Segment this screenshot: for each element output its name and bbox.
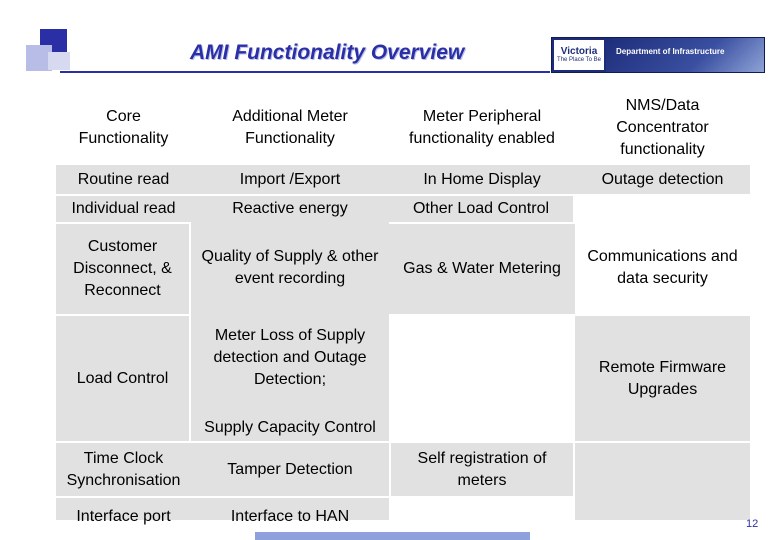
cell-other-load-control: Other Load Control — [389, 194, 575, 222]
header-nms-concentrator: NMS/Data Concentrator functionality — [575, 90, 750, 165]
cell-import-export: Import /Export — [239, 170, 341, 188]
cell-in-home-display: In Home Display — [423, 170, 541, 188]
header-core: Core Functionality — [56, 90, 191, 165]
logo-department: Department of Infrastructure — [606, 38, 764, 72]
cell-quality-of-supply: Quality of Supply & other event recording — [201, 248, 379, 287]
cell-supply-capacity: Supply Capacity Control — [204, 419, 376, 436]
victoria-logo-mark — [552, 38, 606, 72]
slide-title: AMI Functionality Overview — [190, 41, 465, 64]
cell-interface-port: Interface port — [56, 496, 191, 536]
functionality-table — [56, 90, 750, 525]
cell-reactive-energy: Reactive energy — [191, 194, 389, 222]
cell-comms-security: Communications and data security — [575, 222, 750, 314]
cell-tamper-detection: Tamper Detection — [191, 441, 389, 496]
cell-empty — [575, 194, 750, 222]
department-logo — [551, 37, 765, 73]
cell-gas-water: Gas & Water Metering — [389, 222, 575, 314]
cell-empty — [575, 441, 750, 536]
logo-name: Victoria — [560, 46, 598, 57]
title-underline — [60, 71, 550, 73]
footer-bar — [255, 532, 530, 540]
cell-empty — [389, 314, 575, 441]
cell-self-registration: Self registration of meters — [389, 441, 575, 496]
cell-empty — [389, 496, 575, 536]
cell-meter-loss: Meter Loss of Supply detection and Outage Detection; — [213, 326, 367, 388]
cell-time-clock: Time Clock Synchronisation — [56, 441, 191, 496]
cell-outage-detection: Outage detection — [601, 170, 724, 188]
cell-customer-disconnect: Customer Disconnect, & Reconnect — [56, 222, 191, 314]
decorative-square-pale — [48, 52, 70, 70]
cell-interface-han: Interface to HAN — [191, 496, 389, 536]
cell-remote-firmware: Remote Firmware Upgrades — [575, 314, 750, 441]
logo-tagline: The Place To Be — [557, 57, 601, 63]
cell-individual-read: Individual read — [56, 194, 191, 222]
cell-routine-read: Routine read — [77, 170, 170, 188]
header-meter-peripheral: Meter Peripheral functionality enabled — [389, 90, 575, 165]
header-additional-meter: Additional Meter Functionality — [191, 90, 389, 165]
page-number: 12 — [746, 518, 759, 530]
cell-load-control: Load Control — [56, 314, 191, 441]
